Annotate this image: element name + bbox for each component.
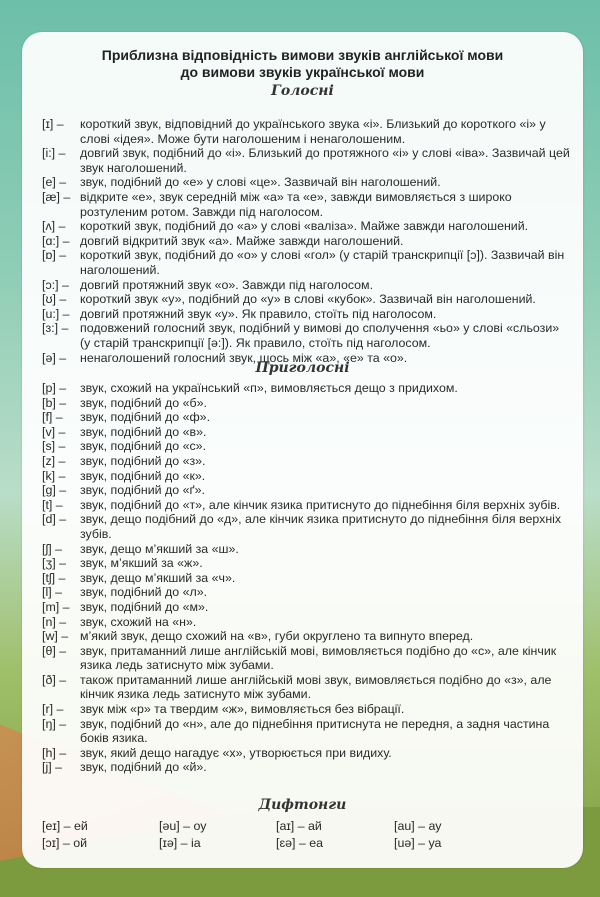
phonetic-symbol: [w] –: [42, 629, 69, 644]
sound-description: довгий відкритий звук «а». Майже завжди наголошений.: [80, 233, 404, 248]
list-item: [42, 146, 572, 175]
list-item: [42, 644, 572, 673]
diphthongs-grid: [42, 818, 562, 852]
sound-description: звук, дещо подібний до «д», але кінчик язика притиснуто до піднебіння біля верхніх зубів.: [80, 512, 562, 541]
diphthong-item: [au] – ау: [394, 819, 442, 833]
list-item: [42, 673, 572, 702]
phonetic-symbol: [b] –: [42, 395, 67, 410]
sound-description: також притаманний лише англійській мові звук, вимовляється подібно до «з», але кінчик язика ледь затиснуто між зубами.: [80, 672, 552, 702]
phonetic-symbol: [ʃ] –: [42, 541, 62, 556]
phonetic-symbol: [ɒ] –: [42, 248, 67, 263]
phonetic-symbol: [f] –: [42, 410, 63, 425]
sound-description: звук, дещо м’якший за «ш».: [80, 541, 239, 556]
sound-description: м’який звук, дещо схожий на «в», губи округлено та випнуто вперед.: [80, 629, 474, 644]
phonetic-symbol: [v] –: [42, 424, 66, 439]
sound-description: звук, який дещо нагадує «х», утворюється при видиху.: [80, 745, 392, 760]
list-item: [42, 117, 572, 146]
list-item: [42, 454, 572, 469]
sound-description: відкрите «е», звук середній між «а» та «е», завжди вимовляється з широко розтуленим ротом. Завжди під наголосом.: [80, 189, 512, 219]
sound-description: довгий звук, подібний до «і». Близький до протяжного «і» у слові «іва». Зазвичай цей звук наголошений.: [80, 146, 570, 175]
phonetic-symbol: [æ] –: [42, 189, 71, 204]
phonetic-symbol: [s] –: [42, 439, 66, 454]
diphthong-item: [ɪə] – іа: [159, 836, 201, 850]
phonetic-symbol: [z] –: [42, 453, 66, 468]
sound-description: довгий протяжний звук «о». Завжди під наголосом.: [80, 277, 374, 292]
sound-description: звук, подібний до «б».: [80, 395, 207, 410]
list-item: [42, 571, 572, 586]
list-item: [42, 321, 572, 350]
diphthong-item: [aɪ] – ай: [276, 819, 322, 833]
sound-description: короткий звук, подібний до «а» у слові «валіза». Майже завжди наголошений.: [80, 219, 529, 234]
list-item: [42, 760, 572, 775]
list-item: [42, 629, 572, 644]
page-title: [22, 47, 583, 81]
phonetic-symbol: [n] –: [42, 614, 67, 629]
sound-description: звук, схожий на «н».: [80, 614, 197, 629]
list-item: [42, 746, 572, 761]
consonants-heading: Приголосні: [255, 360, 350, 376]
phonetic-symbol: [ʊ] –: [42, 292, 67, 307]
sound-description: звук, подібний до «с».: [80, 439, 207, 454]
list-item: [42, 410, 572, 425]
sound-description: звук між «р» та твердим «ж», вимовляється без вібрації.: [80, 702, 405, 717]
list-item: [42, 234, 572, 249]
sound-description: звук, подібний до «к».: [80, 468, 206, 483]
sound-description: довгий протяжний звук «у». Як правило, стоїть під наголосом.: [80, 306, 437, 321]
sound-description: звук, подібний до «й».: [80, 760, 207, 775]
phonetic-symbol: [ʌ] –: [42, 219, 66, 234]
phonetic-symbol: [t] –: [42, 497, 63, 512]
diphthong-item: [əu] – оу: [159, 819, 207, 833]
phonetic-symbol: [p] –: [42, 381, 67, 395]
sound-description: короткий звук, подібний до «о» у слові «гол» (у старій транскрипції [ɔ]). Зазвичай він наголошений.: [80, 248, 565, 277]
list-item: [42, 219, 572, 234]
list-item: [42, 542, 572, 557]
phonetic-symbol: [j] –: [42, 760, 62, 775]
sound-description: звук, подібний до «ґ».: [80, 483, 205, 498]
sound-description: звук, м’якший за «ж».: [80, 556, 203, 571]
phonetic-symbol: [ɔ:] –: [42, 277, 69, 292]
list-item: [42, 585, 572, 600]
list-item: [42, 556, 572, 571]
list-item: [42, 396, 572, 411]
list-item: [42, 600, 572, 615]
sound-description: звук, подібний до «в».: [80, 424, 207, 439]
phonetic-symbol: [tʃ] –: [42, 570, 66, 585]
phonetic-symbol: [u:] –: [42, 306, 70, 321]
list-item: [42, 292, 572, 307]
list-item: [42, 307, 572, 322]
phonetic-symbol: [ð] –: [42, 672, 67, 687]
sound-description: звук, подібний до «ф».: [80, 410, 211, 425]
sound-description: ненаголошений голосний звук, щось між «а», «е» та «о».: [80, 350, 408, 365]
phonetic-symbol: [ʒ] –: [42, 556, 66, 571]
phonetic-symbol: [ə] –: [42, 350, 67, 365]
list-item: [42, 615, 572, 630]
diphthong-item: [uə] – уа: [394, 836, 442, 850]
title-line-2: до вимови звуків української мови: [180, 64, 425, 80]
phonetic-symbol: [e] –: [42, 175, 67, 190]
reference-card: [22, 32, 583, 868]
list-item: [42, 175, 572, 190]
consonants-list: [42, 381, 572, 775]
phonetic-symbol: [l] –: [42, 585, 62, 600]
phonetic-symbol: [θ] –: [42, 643, 67, 658]
diphthong-item: [eɪ] – ей: [42, 819, 88, 833]
sound-description: короткий звук, відповідний до українського звука «і». Близький до короткого «і» у слові «ідея». Може бути наголошеним і ненаголошеним.: [80, 117, 546, 146]
vowels-heading: Голосні: [271, 83, 334, 99]
sound-description: звук, подібний до «е» у слові «це». Зазвичай він наголошений.: [80, 175, 441, 190]
list-item: [42, 381, 572, 396]
sound-description: подовжений голосний звук, подібний у вимові до сполучення «ьо» у слові «сльози» (у старій транскрипції [ə:]). Як правило, стоїть під наголосом.: [80, 321, 560, 350]
list-item: [42, 512, 572, 541]
phonetic-symbol: [ɜ:] –: [42, 321, 69, 336]
phonetic-symbol: [d] –: [42, 512, 67, 527]
sound-description: звук, дещо м’якший за «ч».: [80, 570, 236, 585]
list-item: [42, 469, 572, 484]
list-item: [42, 425, 572, 440]
phonetic-symbol: [g] –: [42, 483, 67, 498]
diphthongs-heading: Дифтонги: [258, 797, 347, 813]
phonetic-symbol: [h] –: [42, 745, 67, 760]
phonetic-symbol: [ɑ:] –: [42, 233, 70, 248]
list-item: [42, 702, 572, 717]
list-item: [42, 717, 572, 746]
phonetic-symbol: [i:] –: [42, 146, 66, 161]
list-item: [42, 190, 572, 219]
phonetic-symbol: [ŋ] –: [42, 716, 67, 731]
list-item: [42, 278, 572, 293]
phonetic-symbol: [ɪ] –: [42, 117, 64, 131]
phonetic-symbol: [m] –: [42, 599, 70, 614]
diphthong-item: [ɛə] – еа: [276, 836, 324, 850]
sound-description: звук, подібний до «м».: [80, 599, 209, 614]
vowels-list: [42, 117, 572, 365]
sound-description: звук, подібний до «н», але до піднебіння притиснута не передня, а задня частина боків язика.: [80, 716, 550, 746]
list-item: [42, 483, 572, 498]
sound-description: звук, подібний до «л».: [80, 585, 208, 600]
list-item: [42, 439, 572, 454]
sound-description: звук, притаманний лише англійській мові, вимовляється подібно до «с», але кінчик язика ледь затиснуто між зубами.: [80, 643, 557, 673]
diphthong-item: [ɔɪ] – ой: [42, 836, 88, 850]
sound-description: короткий звук «у», подібний до «у» в слові «кубок». Зазвичай він наголошений.: [80, 292, 536, 307]
list-item: [42, 248, 572, 277]
phonetic-symbol: [k] –: [42, 468, 66, 483]
list-item: [42, 498, 572, 513]
title-line-1: Приблизна відповідність вимови звуків англійської мови: [101, 47, 504, 63]
phonetic-symbol: [r] –: [42, 702, 64, 717]
sound-description: звук, подібний до «з».: [80, 453, 206, 468]
sound-description: звук, подібний до «т», але кінчик язика притиснуто до піднебіння біля верхніх зубів.: [80, 497, 561, 512]
sound-description: звук, схожий на український «п», вимовляється дещо з придихом.: [80, 381, 458, 395]
